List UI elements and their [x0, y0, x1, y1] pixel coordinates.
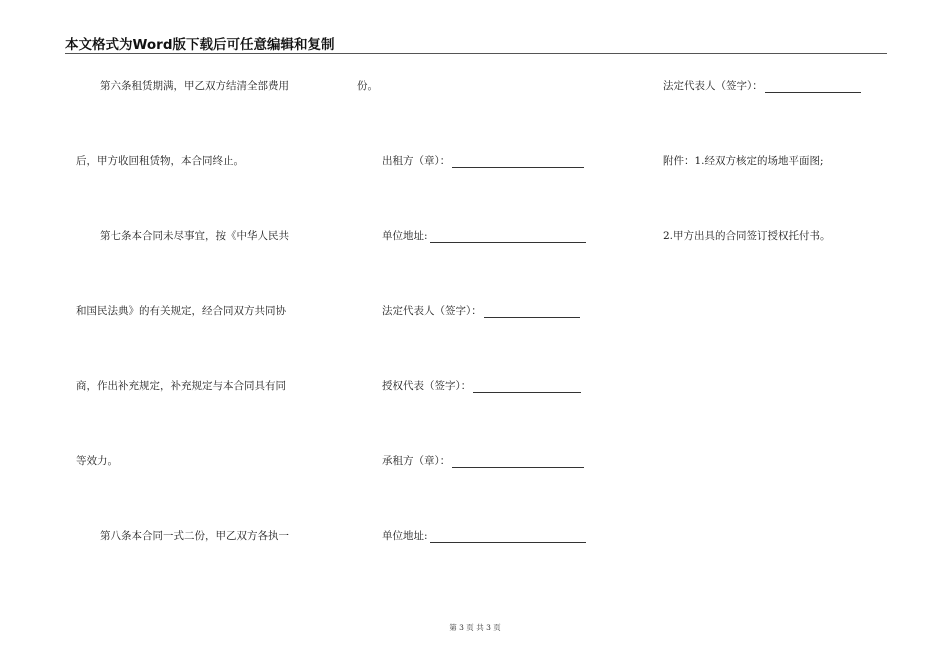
attachment-2: 2.甲方出具的合同签订授权托付书。 [663, 230, 831, 242]
lessor-legal-rep-label: 法定代表人（签字）： [382, 305, 482, 317]
attachment-1: 附件：1.经双方核定的场地平面图; [663, 155, 824, 167]
lessor-address-label: 单位地址: [382, 230, 428, 242]
lessee-seal-field [382, 454, 584, 468]
clause-7-line-4: 等效力。 [76, 455, 118, 467]
lessee-address-blank [430, 531, 586, 543]
lessee-seal-blank [452, 456, 584, 468]
lessee-address-field [382, 529, 586, 543]
clause-6-line-1: 第六条租赁期满，甲乙双方结清全部费用 [100, 80, 289, 92]
lessor-legal-rep-field [382, 304, 580, 318]
lessee-address-label: 单位地址: [382, 530, 428, 542]
lessor-address-field [382, 229, 586, 243]
lessee-legal-rep-blank [765, 81, 861, 93]
lessor-authorized-rep-blank [473, 381, 581, 393]
page-header: 本文格式为Word版下载后可任意编辑和复制 [65, 37, 335, 53]
clause-7-line-3: 商，作出补充规定，补充规定与本合同具有同 [76, 380, 286, 392]
lessor-legal-rep-blank [484, 306, 580, 318]
lessor-authorized-rep-field [382, 379, 581, 393]
lessee-legal-rep-field [663, 79, 861, 93]
clause-8-line-2: 份。 [357, 80, 378, 92]
clause-7-line-2: 和国民法典》的有关规定，经合同双方共同协 [76, 305, 286, 317]
lessor-seal-blank [452, 156, 584, 168]
lessor-seal-field [382, 154, 584, 168]
header-divider [65, 53, 887, 54]
page-number: 第 3 页 共 3 页 [449, 623, 501, 632]
lessee-legal-rep-label: 法定代表人（签字）： [663, 80, 763, 92]
clause-6-line-2: 后，甲方收回租赁物，本合同终止。 [76, 155, 244, 167]
lessee-seal-label: 承租方（章）： [382, 455, 451, 467]
clause-8-line-1: 第八条本合同一式二份，甲乙双方各执一 [100, 530, 289, 542]
lessor-address-blank [430, 231, 586, 243]
clause-7-line-1: 第七条本合同未尽事宜，按《中华人民共 [100, 230, 289, 242]
lessor-authorized-rep-label: 授权代表（签字）： [382, 380, 472, 392]
lessor-seal-label: 出租方（章）： [382, 155, 451, 167]
